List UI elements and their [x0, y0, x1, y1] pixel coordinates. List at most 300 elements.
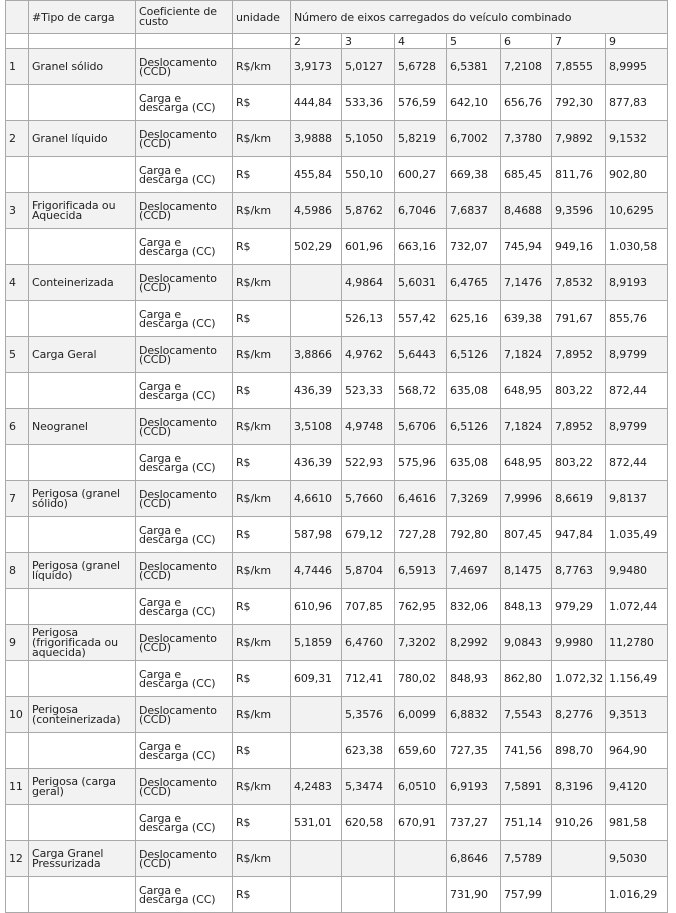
value-cell: 8,9193	[606, 265, 668, 301]
value-cell: 8,4688	[501, 193, 552, 229]
coefficient-cell: Carga e descarga (CC)	[136, 589, 233, 625]
value-cell: 4,9864	[342, 265, 395, 301]
coefficient-cell: Deslocamento (CCD)	[136, 625, 233, 661]
coefficient-cell: Carga e descarga (CC)	[136, 517, 233, 553]
value-cell: 5,1050	[342, 121, 395, 157]
value-cell: 9,9980	[552, 625, 606, 661]
cargo-type-cell: Perigosa (granel líquido)	[29, 553, 136, 589]
value-cell: 7,3780	[501, 121, 552, 157]
unit-cell: R$/km	[233, 49, 291, 85]
value-cell: 7,6837	[447, 193, 501, 229]
cargo-type-cell: Neogranel	[29, 409, 136, 445]
value-cell: 6,4760	[342, 625, 395, 661]
cargo-type-cell	[29, 517, 136, 553]
value-cell: 8,2776	[552, 697, 606, 733]
value-cell: 727,28	[395, 517, 447, 553]
cargo-type-cell: Perigosa (frigorificada ou aquecida)	[29, 625, 136, 661]
value-cell: 757,99	[501, 877, 552, 913]
cargo-type-cell	[29, 805, 136, 841]
coefficient-cell: Carga e descarga (CC)	[136, 877, 233, 913]
value-cell: 8,6619	[552, 481, 606, 517]
value-cell: 5,3474	[342, 769, 395, 805]
unit-cell: R$	[233, 373, 291, 409]
value-cell: 5,3576	[342, 697, 395, 733]
value-cell: 5,6728	[395, 49, 447, 85]
value-cell: 737,27	[447, 805, 501, 841]
coefficient-cell: Deslocamento (CCD)	[136, 265, 233, 301]
value-cell: 6,5126	[447, 409, 501, 445]
cargo-type-cell	[29, 445, 136, 481]
value-cell: 6,7002	[447, 121, 501, 157]
value-cell: 436,39	[291, 373, 342, 409]
value-cell: 10,6295	[606, 193, 668, 229]
unit-cell: R$	[233, 733, 291, 769]
value-cell: 7,1824	[501, 409, 552, 445]
unit-cell: R$/km	[233, 769, 291, 805]
value-cell: 8,7763	[552, 553, 606, 589]
coefficient-cell: Carga e descarga (CC)	[136, 733, 233, 769]
axis-count-header: 5	[447, 34, 501, 49]
row-index	[6, 157, 29, 193]
value-cell: 7,4697	[447, 553, 501, 589]
unit-cell: R$	[233, 805, 291, 841]
coefficient-cell: Deslocamento (CCD)	[136, 553, 233, 589]
table-body	[6, 49, 668, 913]
row-index: 7	[6, 481, 29, 517]
value-cell: 862,80	[501, 661, 552, 697]
coefficient-cell: Carga e descarga (CC)	[136, 301, 233, 337]
value-cell	[395, 841, 447, 877]
value-cell: 811,76	[552, 157, 606, 193]
value-cell: 4,6610	[291, 481, 342, 517]
axis-count-header: 7	[552, 34, 606, 49]
row-index: 8	[6, 553, 29, 589]
value-cell: 648,95	[501, 373, 552, 409]
value-cell: 8,9799	[606, 337, 668, 373]
value-cell: 803,22	[552, 445, 606, 481]
table-row	[6, 373, 668, 409]
coefficient-cell: Deslocamento (CCD)	[136, 193, 233, 229]
axis-count-header: 9	[606, 34, 668, 49]
table-row	[6, 769, 668, 805]
row-index: 12	[6, 841, 29, 877]
value-cell: 610,96	[291, 589, 342, 625]
value-cell: 9,1532	[606, 121, 668, 157]
value-cell	[552, 841, 606, 877]
unit-cell: R$/km	[233, 841, 291, 877]
value-cell: 576,59	[395, 85, 447, 121]
value-cell: 6,9193	[447, 769, 501, 805]
value-cell: 807,45	[501, 517, 552, 553]
value-cell: 557,42	[395, 301, 447, 337]
value-cell: 4,7446	[291, 553, 342, 589]
value-cell: 620,58	[342, 805, 395, 841]
value-cell: 7,1824	[501, 337, 552, 373]
row-index	[6, 445, 29, 481]
value-cell: 855,76	[606, 301, 668, 337]
unit-cell: R$	[233, 445, 291, 481]
row-index	[6, 805, 29, 841]
unit-cell: R$	[233, 877, 291, 913]
header-index	[6, 1, 29, 34]
value-cell: 791,67	[552, 301, 606, 337]
value-cell: 11,2780	[606, 625, 668, 661]
table-row	[6, 49, 668, 85]
axes-empty-cell	[136, 34, 233, 49]
table-row	[6, 733, 668, 769]
value-cell: 8,2992	[447, 625, 501, 661]
value-cell: 877,83	[606, 85, 668, 121]
cargo-type-cell: Perigosa (conteinerizada)	[29, 697, 136, 733]
unit-cell: R$/km	[233, 337, 291, 373]
value-cell	[291, 841, 342, 877]
cargo-type-cell	[29, 661, 136, 697]
row-index: 10	[6, 697, 29, 733]
value-cell: 707,85	[342, 589, 395, 625]
value-cell: 6,8646	[447, 841, 501, 877]
value-cell: 444,84	[291, 85, 342, 121]
value-cell: 5,6706	[395, 409, 447, 445]
value-cell: 642,10	[447, 85, 501, 121]
axes-empty-cell	[29, 34, 136, 49]
coefficient-cell: Deslocamento (CCD)	[136, 409, 233, 445]
value-cell: 910,26	[552, 805, 606, 841]
cargo-type-cell: Carga Granel Pressurizada	[29, 841, 136, 877]
header-cargo-type: #Tipo de carga	[29, 1, 136, 34]
value-cell	[342, 877, 395, 913]
coefficient-cell: Carga e descarga (CC)	[136, 229, 233, 265]
table-row	[6, 589, 668, 625]
value-cell	[552, 877, 606, 913]
value-cell: 848,93	[447, 661, 501, 697]
row-index: 6	[6, 409, 29, 445]
value-cell: 727,35	[447, 733, 501, 769]
cargo-type-cell	[29, 877, 136, 913]
value-cell: 7,8555	[552, 49, 606, 85]
unit-cell: R$/km	[233, 481, 291, 517]
value-cell: 550,10	[342, 157, 395, 193]
coefficient-cell: Carga e descarga (CC)	[136, 85, 233, 121]
cargo-type-cell: Perigosa (carga geral)	[29, 769, 136, 805]
unit-cell: R$/km	[233, 409, 291, 445]
value-cell: 639,38	[501, 301, 552, 337]
coefficient-cell: Deslocamento (CCD)	[136, 769, 233, 805]
table-row	[6, 301, 668, 337]
table-row	[6, 265, 668, 301]
value-cell: 3,9888	[291, 121, 342, 157]
value-cell: 5,8219	[395, 121, 447, 157]
value-cell: 635,08	[447, 373, 501, 409]
value-cell: 625,16	[447, 301, 501, 337]
value-cell: 981,58	[606, 805, 668, 841]
cargo-type-cell: Frigorificada ou Aquecida	[29, 193, 136, 229]
value-cell: 7,2108	[501, 49, 552, 85]
value-cell: 741,56	[501, 733, 552, 769]
cargo-type-cell: Granel líquido	[29, 121, 136, 157]
value-cell: 7,5891	[501, 769, 552, 805]
value-cell	[291, 733, 342, 769]
axes-header-row	[6, 34, 668, 49]
table-row	[6, 625, 668, 661]
value-cell: 648,95	[501, 445, 552, 481]
table-row	[6, 661, 668, 697]
value-cell: 872,44	[606, 373, 668, 409]
value-cell: 780,02	[395, 661, 447, 697]
value-cell: 455,84	[291, 157, 342, 193]
cargo-type-cell: Perigosa (granel sólido)	[29, 481, 136, 517]
value-cell: 9,0843	[501, 625, 552, 661]
value-cell: 523,33	[342, 373, 395, 409]
cargo-type-cell	[29, 373, 136, 409]
value-cell: 533,36	[342, 85, 395, 121]
value-cell: 6,4616	[395, 481, 447, 517]
value-cell: 5,8704	[342, 553, 395, 589]
value-cell	[291, 265, 342, 301]
value-cell: 3,9173	[291, 49, 342, 85]
axis-count-header: 2	[291, 34, 342, 49]
value-cell: 751,14	[501, 805, 552, 841]
value-cell: 601,96	[342, 229, 395, 265]
value-cell: 568,72	[395, 373, 447, 409]
value-cell: 669,38	[447, 157, 501, 193]
value-cell: 9,3513	[606, 697, 668, 733]
axis-count-header: 3	[342, 34, 395, 49]
unit-cell: R$/km	[233, 625, 291, 661]
value-cell: 600,27	[395, 157, 447, 193]
value-cell: 732,07	[447, 229, 501, 265]
axis-count-header: 6	[501, 34, 552, 49]
value-cell: 9,5030	[606, 841, 668, 877]
value-cell: 5,6443	[395, 337, 447, 373]
row-index	[6, 517, 29, 553]
value-cell: 5,8762	[342, 193, 395, 229]
table-row	[6, 121, 668, 157]
coefficient-cell: Deslocamento (CCD)	[136, 121, 233, 157]
value-cell: 8,9799	[606, 409, 668, 445]
value-cell: 635,08	[447, 445, 501, 481]
table-row	[6, 229, 668, 265]
row-index: 4	[6, 265, 29, 301]
coefficient-cell: Carga e descarga (CC)	[136, 157, 233, 193]
coefficient-cell: Carga e descarga (CC)	[136, 373, 233, 409]
header-axes-title: Número de eixos carregados do veículo combinado	[291, 1, 668, 34]
value-cell: 587,98	[291, 517, 342, 553]
value-cell: 745,94	[501, 229, 552, 265]
freight-cost-table	[5, 0, 668, 913]
value-cell: 5,7660	[342, 481, 395, 517]
coefficient-cell: Deslocamento (CCD)	[136, 49, 233, 85]
coefficient-cell: Carga e descarga (CC)	[136, 805, 233, 841]
value-cell: 947,84	[552, 517, 606, 553]
coefficient-cell: Deslocamento (CCD)	[136, 481, 233, 517]
cargo-type-cell: Granel sólido	[29, 49, 136, 85]
row-index	[6, 661, 29, 697]
table-row	[6, 481, 668, 517]
value-cell: 6,4765	[447, 265, 501, 301]
value-cell: 803,22	[552, 373, 606, 409]
axis-count-header: 4	[395, 34, 447, 49]
cargo-type-cell	[29, 157, 136, 193]
value-cell: 6,5913	[395, 553, 447, 589]
unit-cell: R$	[233, 661, 291, 697]
value-cell: 898,70	[552, 733, 606, 769]
coefficient-cell: Carga e descarga (CC)	[136, 661, 233, 697]
value-cell: 7,3269	[447, 481, 501, 517]
table-row	[6, 517, 668, 553]
row-index: 3	[6, 193, 29, 229]
cargo-type-cell	[29, 733, 136, 769]
value-cell: 609,31	[291, 661, 342, 697]
value-cell: 3,8866	[291, 337, 342, 373]
unit-cell: R$/km	[233, 265, 291, 301]
value-cell: 7,8952	[552, 409, 606, 445]
row-index: 9	[6, 625, 29, 661]
value-cell: 656,76	[501, 85, 552, 121]
value-cell: 522,93	[342, 445, 395, 481]
value-cell: 949,16	[552, 229, 606, 265]
value-cell: 502,29	[291, 229, 342, 265]
value-cell: 670,91	[395, 805, 447, 841]
unit-cell: R$	[233, 517, 291, 553]
row-index	[6, 877, 29, 913]
value-cell: 762,95	[395, 589, 447, 625]
value-cell: 659,60	[395, 733, 447, 769]
unit-cell: R$	[233, 157, 291, 193]
value-cell: 526,13	[342, 301, 395, 337]
value-cell: 7,8952	[552, 337, 606, 373]
value-cell: 1.156,49	[606, 661, 668, 697]
cargo-type-cell	[29, 229, 136, 265]
value-cell: 9,8137	[606, 481, 668, 517]
unit-cell: R$/km	[233, 121, 291, 157]
value-cell: 6,5126	[447, 337, 501, 373]
value-cell: 9,9480	[606, 553, 668, 589]
value-cell: 623,38	[342, 733, 395, 769]
row-index: 1	[6, 49, 29, 85]
value-cell	[342, 841, 395, 877]
unit-cell: R$	[233, 589, 291, 625]
value-cell: 7,9892	[552, 121, 606, 157]
row-index	[6, 733, 29, 769]
value-cell: 1.016,29	[606, 877, 668, 913]
value-cell: 7,9996	[501, 481, 552, 517]
row-index: 11	[6, 769, 29, 805]
value-cell: 436,39	[291, 445, 342, 481]
row-index: 2	[6, 121, 29, 157]
value-cell: 7,1476	[501, 265, 552, 301]
value-cell: 6,5381	[447, 49, 501, 85]
value-cell: 8,1475	[501, 553, 552, 589]
value-cell: 531,01	[291, 805, 342, 841]
table-row	[6, 697, 668, 733]
unit-cell: R$	[233, 229, 291, 265]
table-row	[6, 85, 668, 121]
header-row	[6, 1, 668, 34]
coefficient-cell: Deslocamento (CCD)	[136, 337, 233, 373]
cargo-type-cell	[29, 301, 136, 337]
value-cell: 7,3202	[395, 625, 447, 661]
value-cell: 9,3596	[552, 193, 606, 229]
table-row	[6, 337, 668, 373]
value-cell: 4,9762	[342, 337, 395, 373]
row-index	[6, 373, 29, 409]
value-cell: 4,2483	[291, 769, 342, 805]
value-cell: 6,0099	[395, 697, 447, 733]
value-cell: 1.072,44	[606, 589, 668, 625]
unit-cell: R$	[233, 301, 291, 337]
value-cell: 663,16	[395, 229, 447, 265]
table-row	[6, 445, 668, 481]
coefficient-cell: Deslocamento (CCD)	[136, 697, 233, 733]
value-cell: 7,8532	[552, 265, 606, 301]
cargo-type-cell	[29, 85, 136, 121]
value-cell	[395, 877, 447, 913]
value-cell: 6,7046	[395, 193, 447, 229]
row-index: 5	[6, 337, 29, 373]
value-cell: 7,5789	[501, 841, 552, 877]
value-cell: 964,90	[606, 733, 668, 769]
value-cell: 6,8832	[447, 697, 501, 733]
value-cell: 792,30	[552, 85, 606, 121]
value-cell: 1.035,49	[606, 517, 668, 553]
unit-cell: R$/km	[233, 193, 291, 229]
table-row	[6, 193, 668, 229]
value-cell: 1.072,32	[552, 661, 606, 697]
value-cell: 8,9995	[606, 49, 668, 85]
value-cell: 1.030,58	[606, 229, 668, 265]
value-cell: 832,06	[447, 589, 501, 625]
value-cell: 6,0510	[395, 769, 447, 805]
value-cell: 792,80	[447, 517, 501, 553]
unit-cell: R$/km	[233, 697, 291, 733]
value-cell: 3,5108	[291, 409, 342, 445]
table-row	[6, 409, 668, 445]
value-cell: 685,45	[501, 157, 552, 193]
row-index	[6, 85, 29, 121]
cargo-type-cell: Carga Geral	[29, 337, 136, 373]
value-cell: 4,5986	[291, 193, 342, 229]
table-row	[6, 805, 668, 841]
value-cell: 848,13	[501, 589, 552, 625]
coefficient-cell: Deslocamento (CCD)	[136, 841, 233, 877]
row-index	[6, 301, 29, 337]
row-index	[6, 589, 29, 625]
table-row	[6, 841, 668, 877]
table-row	[6, 553, 668, 589]
axes-empty-cell	[233, 34, 291, 49]
table-row	[6, 157, 668, 193]
value-cell	[291, 877, 342, 913]
value-cell: 979,29	[552, 589, 606, 625]
value-cell: 8,3196	[552, 769, 606, 805]
value-cell: 679,12	[342, 517, 395, 553]
row-index	[6, 229, 29, 265]
value-cell: 902,80	[606, 157, 668, 193]
value-cell: 575,96	[395, 445, 447, 481]
value-cell: 7,5543	[501, 697, 552, 733]
header-unit: unidade	[233, 1, 291, 34]
value-cell: 5,0127	[342, 49, 395, 85]
value-cell: 731,90	[447, 877, 501, 913]
cargo-type-cell	[29, 589, 136, 625]
table-row	[6, 877, 668, 913]
coefficient-cell: Carga e descarga (CC)	[136, 445, 233, 481]
value-cell: 5,1859	[291, 625, 342, 661]
unit-cell: R$/km	[233, 553, 291, 589]
value-cell	[291, 301, 342, 337]
value-cell: 5,6031	[395, 265, 447, 301]
axes-empty-cell	[6, 34, 29, 49]
